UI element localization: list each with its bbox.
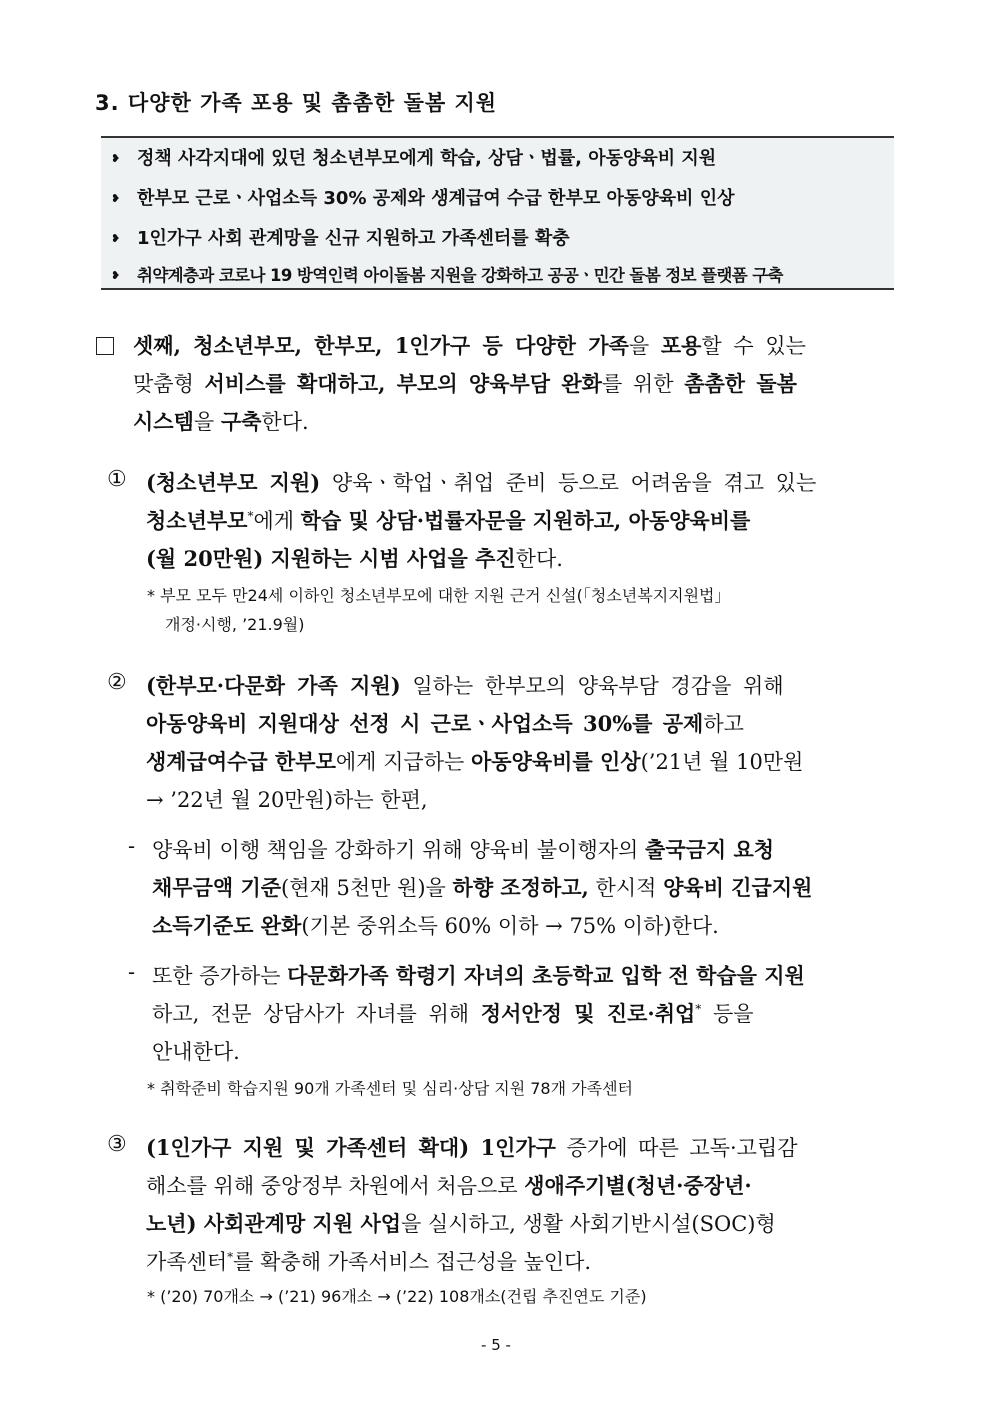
item1-line: (청소년부모 지원) 양육ㆍ학업ㆍ취업 준비 등으로 어려움을 겪고 있는 xyxy=(146,470,817,495)
page-number: - 5 - xyxy=(481,1336,511,1354)
summary-text: 1인가구 사회 관계망을 신규 지원하고 가족센터를 확충 xyxy=(137,228,570,249)
item2-sub-line: 안내한다. xyxy=(152,1040,240,1064)
item-number: ③ xyxy=(107,1132,127,1157)
dash-marker: - xyxy=(128,834,136,858)
footnote: * (’20) 70개소 → (’21) 96개소 → (’22) 108개소(건립 추진연도 기준) xyxy=(147,1287,647,1306)
bullet-icon: ❥ xyxy=(111,232,121,245)
footnote: * 취학준비 학습지원 90개 가족센터 및 심리·상담 지원 78개 가족센터 xyxy=(147,1079,633,1098)
bullet-icon: ❥ xyxy=(111,192,121,205)
item2-sub-line: 또한 증가하는 다문화가족 학령기 자녀의 초등학교 입학 전 학습을 지원 xyxy=(152,963,805,988)
intro-line: 시스템을 구축한다. xyxy=(133,409,309,434)
item2-sub-line: 하고, 전문 상담사가 자녀를 위해 정서안정 및 진로·취업* 등을 xyxy=(152,1001,754,1026)
item3-line: 가족센터*를 확충해 가족서비스 접근성을 높인다. xyxy=(146,1250,592,1274)
item3-line: (1인가구 지원 및 가족센터 확대) 1인가구 증가에 따른 고독·고립감 xyxy=(146,1135,798,1160)
item2-sub-line: 소득기준도 완화(기본 중위소득 60% 이하 → 75% 이하)한다. xyxy=(152,913,719,938)
item2-line: 아동양육비 지원대상 선정 시 근로ㆍ사업소득 30%를 공제하고 xyxy=(146,711,744,736)
summary-text: 취약계층과 코로나 19 방역인력 아이돌봄 지원을 강화하고 공공ㆍ민간 돌봄 정보 플랫폼 구축 xyxy=(137,266,783,285)
checkbox-square-icon xyxy=(96,337,114,355)
summary-text: 한부모 근로ㆍ사업소득 30% 공제와 생계급여 수급 한부모 아동양육비 인상 xyxy=(137,188,735,209)
bullet-icon: ❥ xyxy=(111,152,121,165)
summary-item xyxy=(111,184,734,210)
summary-box xyxy=(101,136,894,290)
summary-item xyxy=(111,262,783,286)
item3-line: 노년) 사회관계망 지원 사업을 실시하고, 생활 사회기반시설(SOC)형 xyxy=(146,1211,776,1236)
intro-line: 맞춤형 서비스를 확대하고, 부모의 양육부담 완화를 위한 촘촘한 돌봄 xyxy=(133,371,797,396)
intro-line: 셋째, 청소년부모, 한부모, 1인가구 등 다양한 가족을 포용할 수 있는 xyxy=(133,333,806,358)
footnote: 개정·시행, ’21.9월) xyxy=(165,615,305,634)
item1-line: (월 20만원) 지원하는 시범 사업을 추진한다. xyxy=(146,546,563,571)
dash-marker: - xyxy=(128,960,136,984)
item2-line: → ’22년 월 20만원)하는 한편, xyxy=(146,788,428,812)
item2-sub-line: 채무금액 기준(현재 5천만 원)을 하향 조정하고, 한시적 양육비 긴급지원 xyxy=(152,875,813,900)
item3-line: 해소를 위해 중앙정부 차원에서 처음으로 생애주기별(청년·중장년· xyxy=(146,1173,752,1198)
item2-line: 생계급여수급 한부모에게 지급하는 아동양육비를 인상(’21년 월 10만원 xyxy=(146,749,804,774)
item-number: ① xyxy=(107,467,127,492)
summary-item xyxy=(111,224,570,250)
item1-line: 청소년부모*에게 학습 및 상담·법률자문을 지원하고, 아동양육비를 xyxy=(146,508,751,533)
section-heading: 3. 다양한 가족 포용 및 촘촘한 돌봄 지원 xyxy=(95,91,498,115)
item2-line: (한부모·다문화 가족 지원) 일하는 한부모의 양육부담 경감을 위해 xyxy=(146,673,784,698)
item2-sub-line: 양육비 이행 책임을 강화하기 위해 양육비 불이행자의 출국금지 요청 xyxy=(152,837,775,862)
summary-item xyxy=(111,144,716,170)
summary-text: 정책 사각지대에 있던 청소년부모에게 학습, 상담ㆍ법률, 아동양육비 지원 xyxy=(137,148,717,169)
item-number: ② xyxy=(107,670,127,695)
bullet-icon: ❥ xyxy=(111,269,120,282)
footnote: * 부모 모두 만24세 이하인 청소년부모에 대한 지원 근거 신설(「청소년복지지원법」 xyxy=(147,586,731,605)
